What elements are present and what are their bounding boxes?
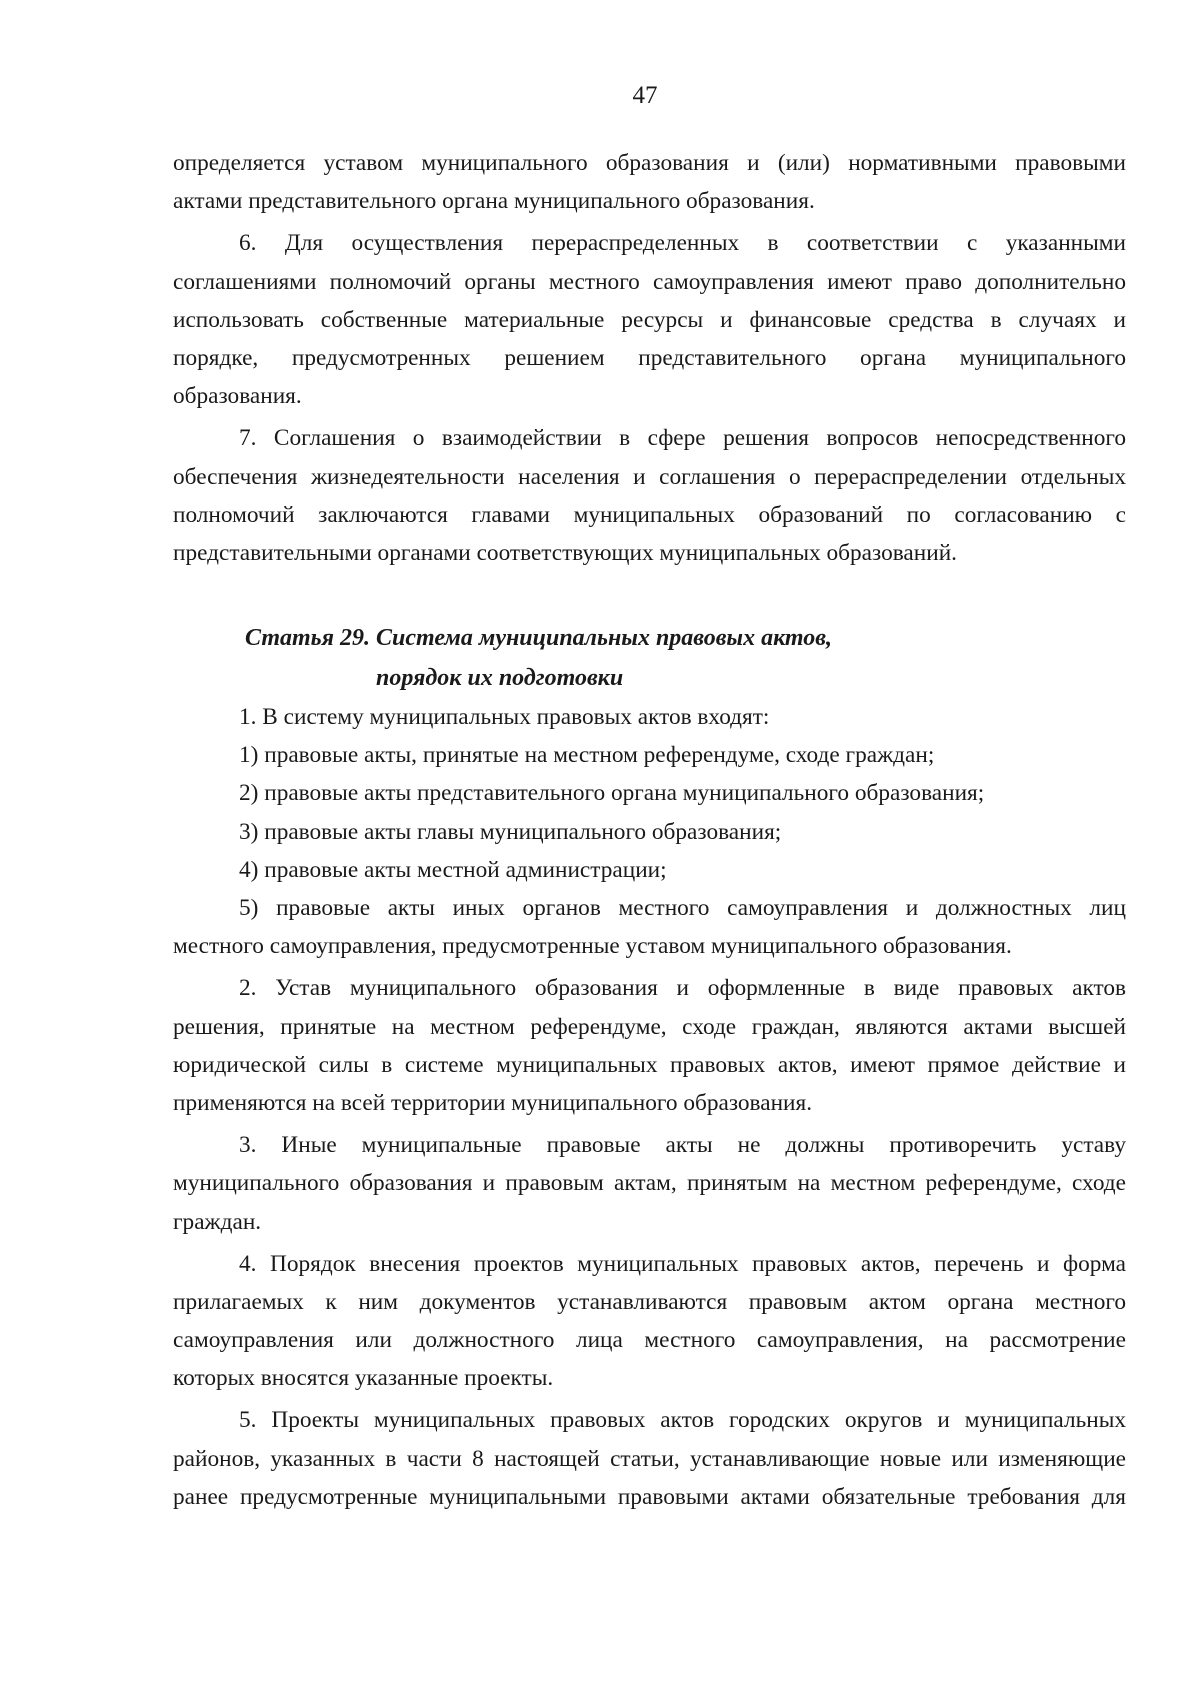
text-line: 4. Порядок внесения проектов муниципальных правовых актов, перечень и форма — [239, 1250, 1126, 1277]
text-line: соглашениями полномочий органы местного самоуправления имеют право дополнительно — [173, 268, 1126, 295]
text-line: 3) правовые акты главы муниципального образования; — [239, 818, 782, 845]
text-line: 4) правовые акты местной администрации; — [239, 856, 667, 883]
text-line: использовать собственные материальные ресурсы и финансовые средства в случаях и — [173, 306, 1126, 333]
text-line: образования. — [173, 383, 302, 410]
text-line: муниципального образования и правовым актам, принятым на местном референдуме, сходе — [173, 1170, 1126, 1197]
text-line: 7. Соглашения о взаимодействии в сфере решения вопросов непосредственного — [239, 425, 1126, 452]
spacer — [173, 572, 1126, 618]
text-line: решения, принятые на местном референдуме, сходе граждан, являются актами высшей — [173, 1013, 1126, 1040]
text-line: которых вносятся указанные проекты. — [173, 1365, 554, 1392]
text-line: юридической силы в системе муниципальных правовых актов, имеют прямое действие и — [173, 1051, 1126, 1078]
text-line: полномочий заключаются главами муниципальных образований по согласованию с — [173, 501, 1126, 528]
text-line: районов, указанных в части 8 настоящей статьи, устанавливающие новые или изменяющие — [173, 1445, 1126, 1472]
text-line: 2. Устав муниципального образования и оформленные в виде правовых актов — [239, 975, 1126, 1002]
text-line: 2) правовые акты представительного органа муниципального образования; — [239, 780, 985, 807]
text-line: применяются на всей территории муниципального образования. — [173, 1089, 813, 1116]
text-line: актами представительного органа муниципального образования. — [173, 188, 815, 215]
text-line: местного самоуправления, предусмотренные уставом муниципального образования. — [173, 933, 1012, 960]
text-block-bottom — [173, 698, 1126, 1516]
article-heading-line-2: порядок их подготовки — [376, 665, 624, 692]
text-block-top — [173, 144, 1126, 572]
article-heading-line-1: Статья 29. Система муниципальных правовых актов, — [245, 625, 832, 652]
text-line: 5) правовые акты иных органов местного самоуправления и должностных лиц — [239, 895, 1126, 921]
text-line: прилагаемых к ним документов устанавливаются правовым актом органа местного — [173, 1288, 1126, 1315]
text-line: 5. Проекты муниципальных правовых актов городских округов и муниципальных — [239, 1407, 1126, 1434]
text-line: 1) правовые акты, принятые на местном референдуме, сходе граждан; — [239, 742, 935, 769]
page-number: 47 — [632, 82, 658, 109]
document-body — [173, 144, 1126, 1516]
text-line: 6. Для осуществления перераспределенных в соответствии с указанными — [239, 230, 1126, 257]
text-line: представительными органами соответствующих муниципальных образований. — [173, 539, 957, 566]
text-line: определяется уставом муниципального образования и (или) нормативными правовыми — [173, 150, 1126, 176]
text-line: 1. В систему муниципальных правовых актов входят: — [239, 704, 770, 731]
text-line: обеспечения жизнедеятельности населения и соглашения о перераспределении отдельных — [173, 463, 1126, 490]
text-line: ранее предусмотренные муниципальными правовыми актами обязательные требования для — [173, 1483, 1126, 1510]
text-line: самоуправления или должностного лица местного самоуправления, на рассмотрение — [173, 1327, 1126, 1354]
text-line: 3. Иные муниципальные правовые акты не должны противоречить уставу — [239, 1132, 1126, 1159]
text-line: граждан. — [173, 1208, 262, 1235]
text-line: порядке, предусмотренных решением представительного органа муниципального — [173, 344, 1126, 371]
